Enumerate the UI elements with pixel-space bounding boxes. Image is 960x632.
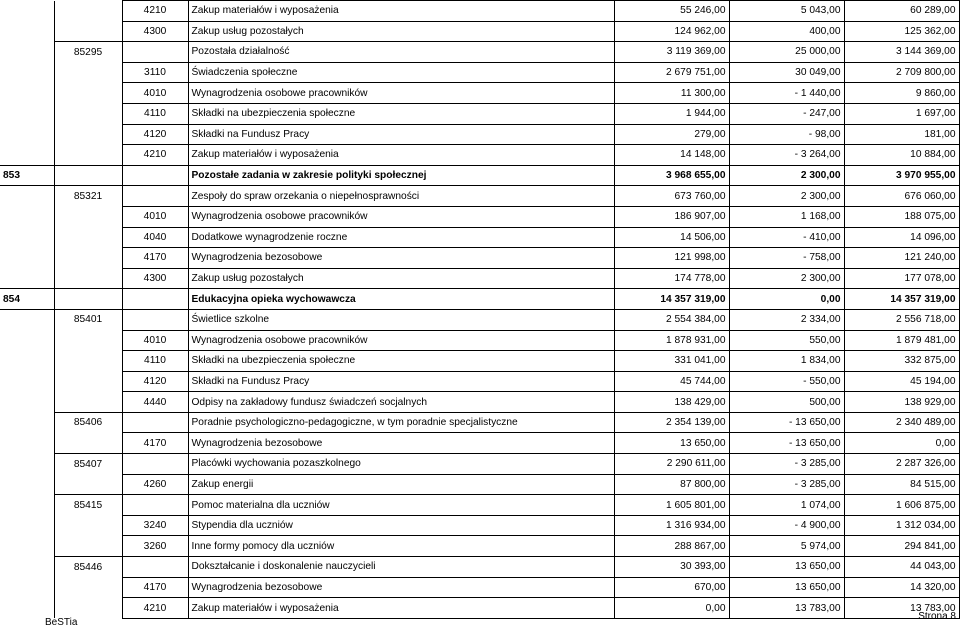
cell-paragraf: 4110 bbox=[122, 103, 188, 124]
table-row bbox=[0, 268, 959, 289]
cell-dzial bbox=[0, 309, 54, 330]
cell-zmiana: - 13 650,00 bbox=[729, 412, 844, 433]
cell-dzial bbox=[0, 124, 54, 145]
footer-app-name: BeSTia bbox=[45, 617, 78, 628]
table-row bbox=[0, 536, 959, 557]
cell-dzial bbox=[0, 248, 54, 269]
cell-nazwa: Składki na Fundusz Pracy bbox=[188, 124, 614, 145]
cell-plan: 3 968 655,00 bbox=[614, 165, 729, 186]
cell-nazwa: Pozostała działalność bbox=[188, 42, 614, 63]
cell-dzial bbox=[0, 536, 54, 557]
cell-paragraf bbox=[122, 412, 188, 433]
cell-po-zmianie: 14 096,00 bbox=[844, 227, 959, 248]
cell-po-zmianie: 1 312 034,00 bbox=[844, 515, 959, 536]
table-row bbox=[0, 83, 959, 104]
cell-po-zmianie: 3 970 955,00 bbox=[844, 165, 959, 186]
cell-dzial bbox=[0, 515, 54, 536]
cell-nazwa: Zakup materiałów i wyposażenia bbox=[188, 1, 614, 22]
cell-rozdzial bbox=[54, 474, 122, 495]
cell-rozdzial: 85401 bbox=[54, 309, 122, 330]
cell-rozdzial: 85406 bbox=[54, 412, 122, 433]
cell-nazwa: Zakup usług pozostałych bbox=[188, 21, 614, 42]
cell-dzial bbox=[0, 186, 54, 207]
cell-dzial bbox=[0, 21, 54, 42]
cell-nazwa: Wynagrodzenia bezosobowe bbox=[188, 248, 614, 269]
cell-rozdzial bbox=[54, 330, 122, 351]
cell-plan: 2 554 384,00 bbox=[614, 309, 729, 330]
cell-plan: 2 354 139,00 bbox=[614, 412, 729, 433]
cell-rozdzial bbox=[54, 248, 122, 269]
table-row bbox=[0, 598, 959, 619]
cell-zmiana: 5 974,00 bbox=[729, 536, 844, 557]
cell-po-zmianie: 177 078,00 bbox=[844, 268, 959, 289]
table-body bbox=[0, 1, 959, 619]
cell-nazwa: Stypendia dla uczniów bbox=[188, 515, 614, 536]
cell-nazwa: Poradnie psychologiczno-pedagogiczne, w tym poradnie specjalistyczne bbox=[188, 412, 614, 433]
cell-paragraf: 4010 bbox=[122, 83, 188, 104]
cell-paragraf: 4300 bbox=[122, 268, 188, 289]
cell-plan: 55 246,00 bbox=[614, 1, 729, 22]
cell-rozdzial bbox=[54, 598, 122, 619]
cell-paragraf: 4010 bbox=[122, 330, 188, 351]
cell-plan: 2 290 611,00 bbox=[614, 454, 729, 475]
cell-rozdzial bbox=[54, 165, 122, 186]
cell-zmiana: - 1 440,00 bbox=[729, 83, 844, 104]
cell-nazwa: Wynagrodzenia osobowe pracowników bbox=[188, 206, 614, 227]
cell-paragraf: 4210 bbox=[122, 598, 188, 619]
cell-dzial bbox=[0, 474, 54, 495]
cell-nazwa: Zespoły do spraw orzekania o niepełnosprawności bbox=[188, 186, 614, 207]
cell-po-zmianie: 10 884,00 bbox=[844, 145, 959, 166]
cell-paragraf bbox=[122, 42, 188, 63]
table-row-rozdzial bbox=[0, 309, 959, 330]
cell-nazwa: Wynagrodzenia osobowe pracowników bbox=[188, 83, 614, 104]
cell-plan: 11 300,00 bbox=[614, 83, 729, 104]
cell-dzial bbox=[0, 371, 54, 392]
cell-paragraf: 3260 bbox=[122, 536, 188, 557]
table-row-dzial bbox=[0, 289, 959, 310]
cell-dzial bbox=[0, 330, 54, 351]
cell-po-zmianie: 44 043,00 bbox=[844, 557, 959, 578]
cell-zmiana: 30 049,00 bbox=[729, 62, 844, 83]
cell-plan: 87 800,00 bbox=[614, 474, 729, 495]
cell-nazwa: Świadczenia społeczne bbox=[188, 62, 614, 83]
cell-rozdzial: 85321 bbox=[54, 186, 122, 207]
cell-rozdzial bbox=[54, 268, 122, 289]
table-row bbox=[0, 433, 959, 454]
cell-rozdzial bbox=[54, 227, 122, 248]
cell-paragraf: 4260 bbox=[122, 474, 188, 495]
cell-nazwa: Zakup materiałów i wyposażenia bbox=[188, 145, 614, 166]
cell-nazwa: Wynagrodzenia osobowe pracowników bbox=[188, 330, 614, 351]
table-row-rozdzial bbox=[0, 186, 959, 207]
cell-rozdzial bbox=[54, 433, 122, 454]
cell-nazwa: Składki na ubezpieczenia społeczne bbox=[188, 103, 614, 124]
cell-nazwa: Dokształcanie i doskonalenie nauczycieli bbox=[188, 557, 614, 578]
cell-paragraf bbox=[122, 495, 188, 516]
cell-paragraf bbox=[122, 165, 188, 186]
cell-rozdzial bbox=[54, 62, 122, 83]
cell-paragraf: 4170 bbox=[122, 433, 188, 454]
cell-nazwa: Dodatkowe wynagrodzenie roczne bbox=[188, 227, 614, 248]
table-row bbox=[0, 577, 959, 598]
cell-dzial bbox=[0, 268, 54, 289]
cell-plan: 186 907,00 bbox=[614, 206, 729, 227]
cell-paragraf: 4210 bbox=[122, 1, 188, 22]
cell-po-zmianie: 0,00 bbox=[844, 433, 959, 454]
cell-zmiana: 2 334,00 bbox=[729, 309, 844, 330]
cell-po-zmianie: 181,00 bbox=[844, 124, 959, 145]
cell-po-zmianie: 294 841,00 bbox=[844, 536, 959, 557]
cell-zmiana: 13 650,00 bbox=[729, 577, 844, 598]
footer-page-number: Strona 8 bbox=[918, 611, 956, 622]
cell-plan: 0,00 bbox=[614, 598, 729, 619]
table-row bbox=[0, 1, 959, 22]
cell-rozdzial bbox=[54, 1, 122, 22]
cell-plan: 45 744,00 bbox=[614, 371, 729, 392]
cell-zmiana: 1 074,00 bbox=[729, 495, 844, 516]
cell-dzial bbox=[0, 83, 54, 104]
cell-po-zmianie: 9 860,00 bbox=[844, 83, 959, 104]
cell-nazwa: Placówki wychowania pozaszkolnego bbox=[188, 454, 614, 475]
cell-po-zmianie: 676 060,00 bbox=[844, 186, 959, 207]
cell-po-zmianie: 13 783,00 bbox=[844, 598, 959, 619]
cell-nazwa: Świetlice szkolne bbox=[188, 309, 614, 330]
cell-plan: 13 650,00 bbox=[614, 433, 729, 454]
cell-rozdzial bbox=[54, 206, 122, 227]
table-row bbox=[0, 515, 959, 536]
cell-zmiana: 550,00 bbox=[729, 330, 844, 351]
cell-zmiana: - 4 900,00 bbox=[729, 515, 844, 536]
cell-zmiana: 1 834,00 bbox=[729, 351, 844, 372]
table-row-rozdzial bbox=[0, 557, 959, 578]
cell-zmiana: 25 000,00 bbox=[729, 42, 844, 63]
cell-dzial bbox=[0, 412, 54, 433]
cell-dzial bbox=[0, 454, 54, 475]
cell-paragraf: 4040 bbox=[122, 227, 188, 248]
cell-dzial bbox=[0, 206, 54, 227]
cell-dzial bbox=[0, 495, 54, 516]
table-row bbox=[0, 330, 959, 351]
cell-zmiana: - 3 264,00 bbox=[729, 145, 844, 166]
cell-dzial bbox=[0, 1, 54, 22]
cell-rozdzial bbox=[54, 371, 122, 392]
cell-nazwa: Pomoc materialna dla uczniów bbox=[188, 495, 614, 516]
cell-plan: 14 357 319,00 bbox=[614, 289, 729, 310]
cell-zmiana: 2 300,00 bbox=[729, 165, 844, 186]
cell-paragraf bbox=[122, 289, 188, 310]
cell-rozdzial bbox=[54, 577, 122, 598]
cell-rozdzial bbox=[54, 145, 122, 166]
cell-plan: 138 429,00 bbox=[614, 392, 729, 413]
cell-nazwa: Edukacyjna opieka wychowawcza bbox=[188, 289, 614, 310]
cell-zmiana: - 3 285,00 bbox=[729, 474, 844, 495]
cell-po-zmianie: 1 879 481,00 bbox=[844, 330, 959, 351]
cell-plan: 2 679 751,00 bbox=[614, 62, 729, 83]
cell-zmiana: - 3 285,00 bbox=[729, 454, 844, 475]
cell-zmiana: 13 783,00 bbox=[729, 598, 844, 619]
cell-paragraf: 4110 bbox=[122, 351, 188, 372]
cell-plan: 30 393,00 bbox=[614, 557, 729, 578]
cell-dzial bbox=[0, 557, 54, 578]
cell-dzial bbox=[0, 392, 54, 413]
cell-rozdzial bbox=[54, 83, 122, 104]
cell-rozdzial bbox=[54, 536, 122, 557]
cell-dzial bbox=[0, 145, 54, 166]
cell-zmiana: 13 650,00 bbox=[729, 557, 844, 578]
cell-rozdzial: 85446 bbox=[54, 557, 122, 578]
cell-paragraf bbox=[122, 309, 188, 330]
cell-dzial bbox=[0, 598, 54, 619]
cell-po-zmianie: 1 606 875,00 bbox=[844, 495, 959, 516]
cell-plan: 1 944,00 bbox=[614, 103, 729, 124]
cell-rozdzial bbox=[54, 351, 122, 372]
cell-plan: 1 878 931,00 bbox=[614, 330, 729, 351]
table-row bbox=[0, 145, 959, 166]
cell-rozdzial: 85295 bbox=[54, 42, 122, 63]
cell-nazwa: Zakup usług pozostałych bbox=[188, 268, 614, 289]
cell-nazwa: Odpisy na zakładowy fundusz świadczeń socjalnych bbox=[188, 392, 614, 413]
cell-paragraf bbox=[122, 557, 188, 578]
table-row bbox=[0, 371, 959, 392]
cell-rozdzial bbox=[54, 289, 122, 310]
table-row bbox=[0, 474, 959, 495]
cell-po-zmianie: 60 289,00 bbox=[844, 1, 959, 22]
cell-paragraf: 4210 bbox=[122, 145, 188, 166]
cell-dzial: 854 bbox=[0, 289, 54, 310]
cell-rozdzial bbox=[54, 124, 122, 145]
cell-po-zmianie: 125 362,00 bbox=[844, 21, 959, 42]
cell-zmiana: - 13 650,00 bbox=[729, 433, 844, 454]
table-row bbox=[0, 227, 959, 248]
cell-dzial bbox=[0, 227, 54, 248]
cell-po-zmianie: 138 929,00 bbox=[844, 392, 959, 413]
cell-po-zmianie: 2 287 326,00 bbox=[844, 454, 959, 475]
cell-plan: 1 605 801,00 bbox=[614, 495, 729, 516]
cell-plan: 124 962,00 bbox=[614, 21, 729, 42]
cell-plan: 288 867,00 bbox=[614, 536, 729, 557]
cell-dzial bbox=[0, 103, 54, 124]
cell-po-zmianie: 332 875,00 bbox=[844, 351, 959, 372]
cell-plan: 331 041,00 bbox=[614, 351, 729, 372]
cell-rozdzial bbox=[54, 515, 122, 536]
cell-zmiana: 5 043,00 bbox=[729, 1, 844, 22]
cell-rozdzial bbox=[54, 392, 122, 413]
table-row bbox=[0, 206, 959, 227]
cell-plan: 1 316 934,00 bbox=[614, 515, 729, 536]
cell-po-zmianie: 84 515,00 bbox=[844, 474, 959, 495]
cell-dzial bbox=[0, 62, 54, 83]
cell-po-zmianie: 2 709 800,00 bbox=[844, 62, 959, 83]
cell-plan: 14 506,00 bbox=[614, 227, 729, 248]
cell-zmiana: 500,00 bbox=[729, 392, 844, 413]
table-row bbox=[0, 103, 959, 124]
cell-dzial bbox=[0, 433, 54, 454]
cell-po-zmianie: 45 194,00 bbox=[844, 371, 959, 392]
table-row bbox=[0, 21, 959, 42]
cell-po-zmianie: 188 075,00 bbox=[844, 206, 959, 227]
cell-plan: 279,00 bbox=[614, 124, 729, 145]
cell-zmiana: 400,00 bbox=[729, 21, 844, 42]
cell-dzial: 853 bbox=[0, 165, 54, 186]
cell-zmiana: - 410,00 bbox=[729, 227, 844, 248]
cell-plan: 670,00 bbox=[614, 577, 729, 598]
cell-nazwa: Wynagrodzenia bezosobowe bbox=[188, 433, 614, 454]
cell-zmiana: 1 168,00 bbox=[729, 206, 844, 227]
cell-po-zmianie: 2 556 718,00 bbox=[844, 309, 959, 330]
table-row bbox=[0, 351, 959, 372]
cell-nazwa: Zakup materiałów i wyposażenia bbox=[188, 598, 614, 619]
cell-rozdzial: 85407 bbox=[54, 454, 122, 475]
cell-paragraf: 4010 bbox=[122, 206, 188, 227]
cell-plan: 174 778,00 bbox=[614, 268, 729, 289]
cell-po-zmianie: 14 357 319,00 bbox=[844, 289, 959, 310]
cell-rozdzial bbox=[54, 103, 122, 124]
cell-nazwa: Pozostałe zadania w zakresie polityki społecznej bbox=[188, 165, 614, 186]
cell-paragraf: 4120 bbox=[122, 124, 188, 145]
cell-paragraf: 3240 bbox=[122, 515, 188, 536]
cell-po-zmianie: 3 144 369,00 bbox=[844, 42, 959, 63]
cell-dzial bbox=[0, 577, 54, 598]
cell-nazwa: Inne formy pomocy dla uczniów bbox=[188, 536, 614, 557]
cell-paragraf: 4170 bbox=[122, 248, 188, 269]
table-row-dzial bbox=[0, 165, 959, 186]
cell-paragraf: 3110 bbox=[122, 62, 188, 83]
cell-paragraf: 4170 bbox=[122, 577, 188, 598]
cell-nazwa: Składki na ubezpieczenia społeczne bbox=[188, 351, 614, 372]
cell-paragraf bbox=[122, 186, 188, 207]
cell-nazwa: Zakup energii bbox=[188, 474, 614, 495]
table-row-rozdzial bbox=[0, 454, 959, 475]
cell-po-zmianie: 121 240,00 bbox=[844, 248, 959, 269]
cell-nazwa: Składki na Fundusz Pracy bbox=[188, 371, 614, 392]
cell-paragraf: 4300 bbox=[122, 21, 188, 42]
cell-zmiana: 2 300,00 bbox=[729, 268, 844, 289]
table-row bbox=[0, 62, 959, 83]
cell-po-zmianie: 14 320,00 bbox=[844, 577, 959, 598]
cell-paragraf bbox=[122, 454, 188, 475]
cell-zmiana: - 98,00 bbox=[729, 124, 844, 145]
cell-rozdzial bbox=[54, 21, 122, 42]
cell-rozdzial: 85415 bbox=[54, 495, 122, 516]
cell-paragraf: 4120 bbox=[122, 371, 188, 392]
cell-plan: 14 148,00 bbox=[614, 145, 729, 166]
cell-dzial bbox=[0, 351, 54, 372]
cell-plan: 121 998,00 bbox=[614, 248, 729, 269]
cell-zmiana: 0,00 bbox=[729, 289, 844, 310]
cell-zmiana: - 758,00 bbox=[729, 248, 844, 269]
table-row-rozdzial bbox=[0, 42, 959, 63]
cell-dzial bbox=[0, 42, 54, 63]
table-row bbox=[0, 124, 959, 145]
cell-nazwa: Wynagrodzenia bezosobowe bbox=[188, 577, 614, 598]
cell-plan: 3 119 369,00 bbox=[614, 42, 729, 63]
table-row-rozdzial bbox=[0, 495, 959, 516]
cell-po-zmianie: 1 697,00 bbox=[844, 103, 959, 124]
cell-paragraf: 4440 bbox=[122, 392, 188, 413]
table-row-rozdzial bbox=[0, 412, 959, 433]
cell-zmiana: 2 300,00 bbox=[729, 186, 844, 207]
cell-plan: 673 760,00 bbox=[614, 186, 729, 207]
cell-po-zmianie: 2 340 489,00 bbox=[844, 412, 959, 433]
cell-zmiana: - 247,00 bbox=[729, 103, 844, 124]
table-row bbox=[0, 392, 959, 413]
table-row bbox=[0, 248, 959, 269]
cell-zmiana: - 550,00 bbox=[729, 371, 844, 392]
